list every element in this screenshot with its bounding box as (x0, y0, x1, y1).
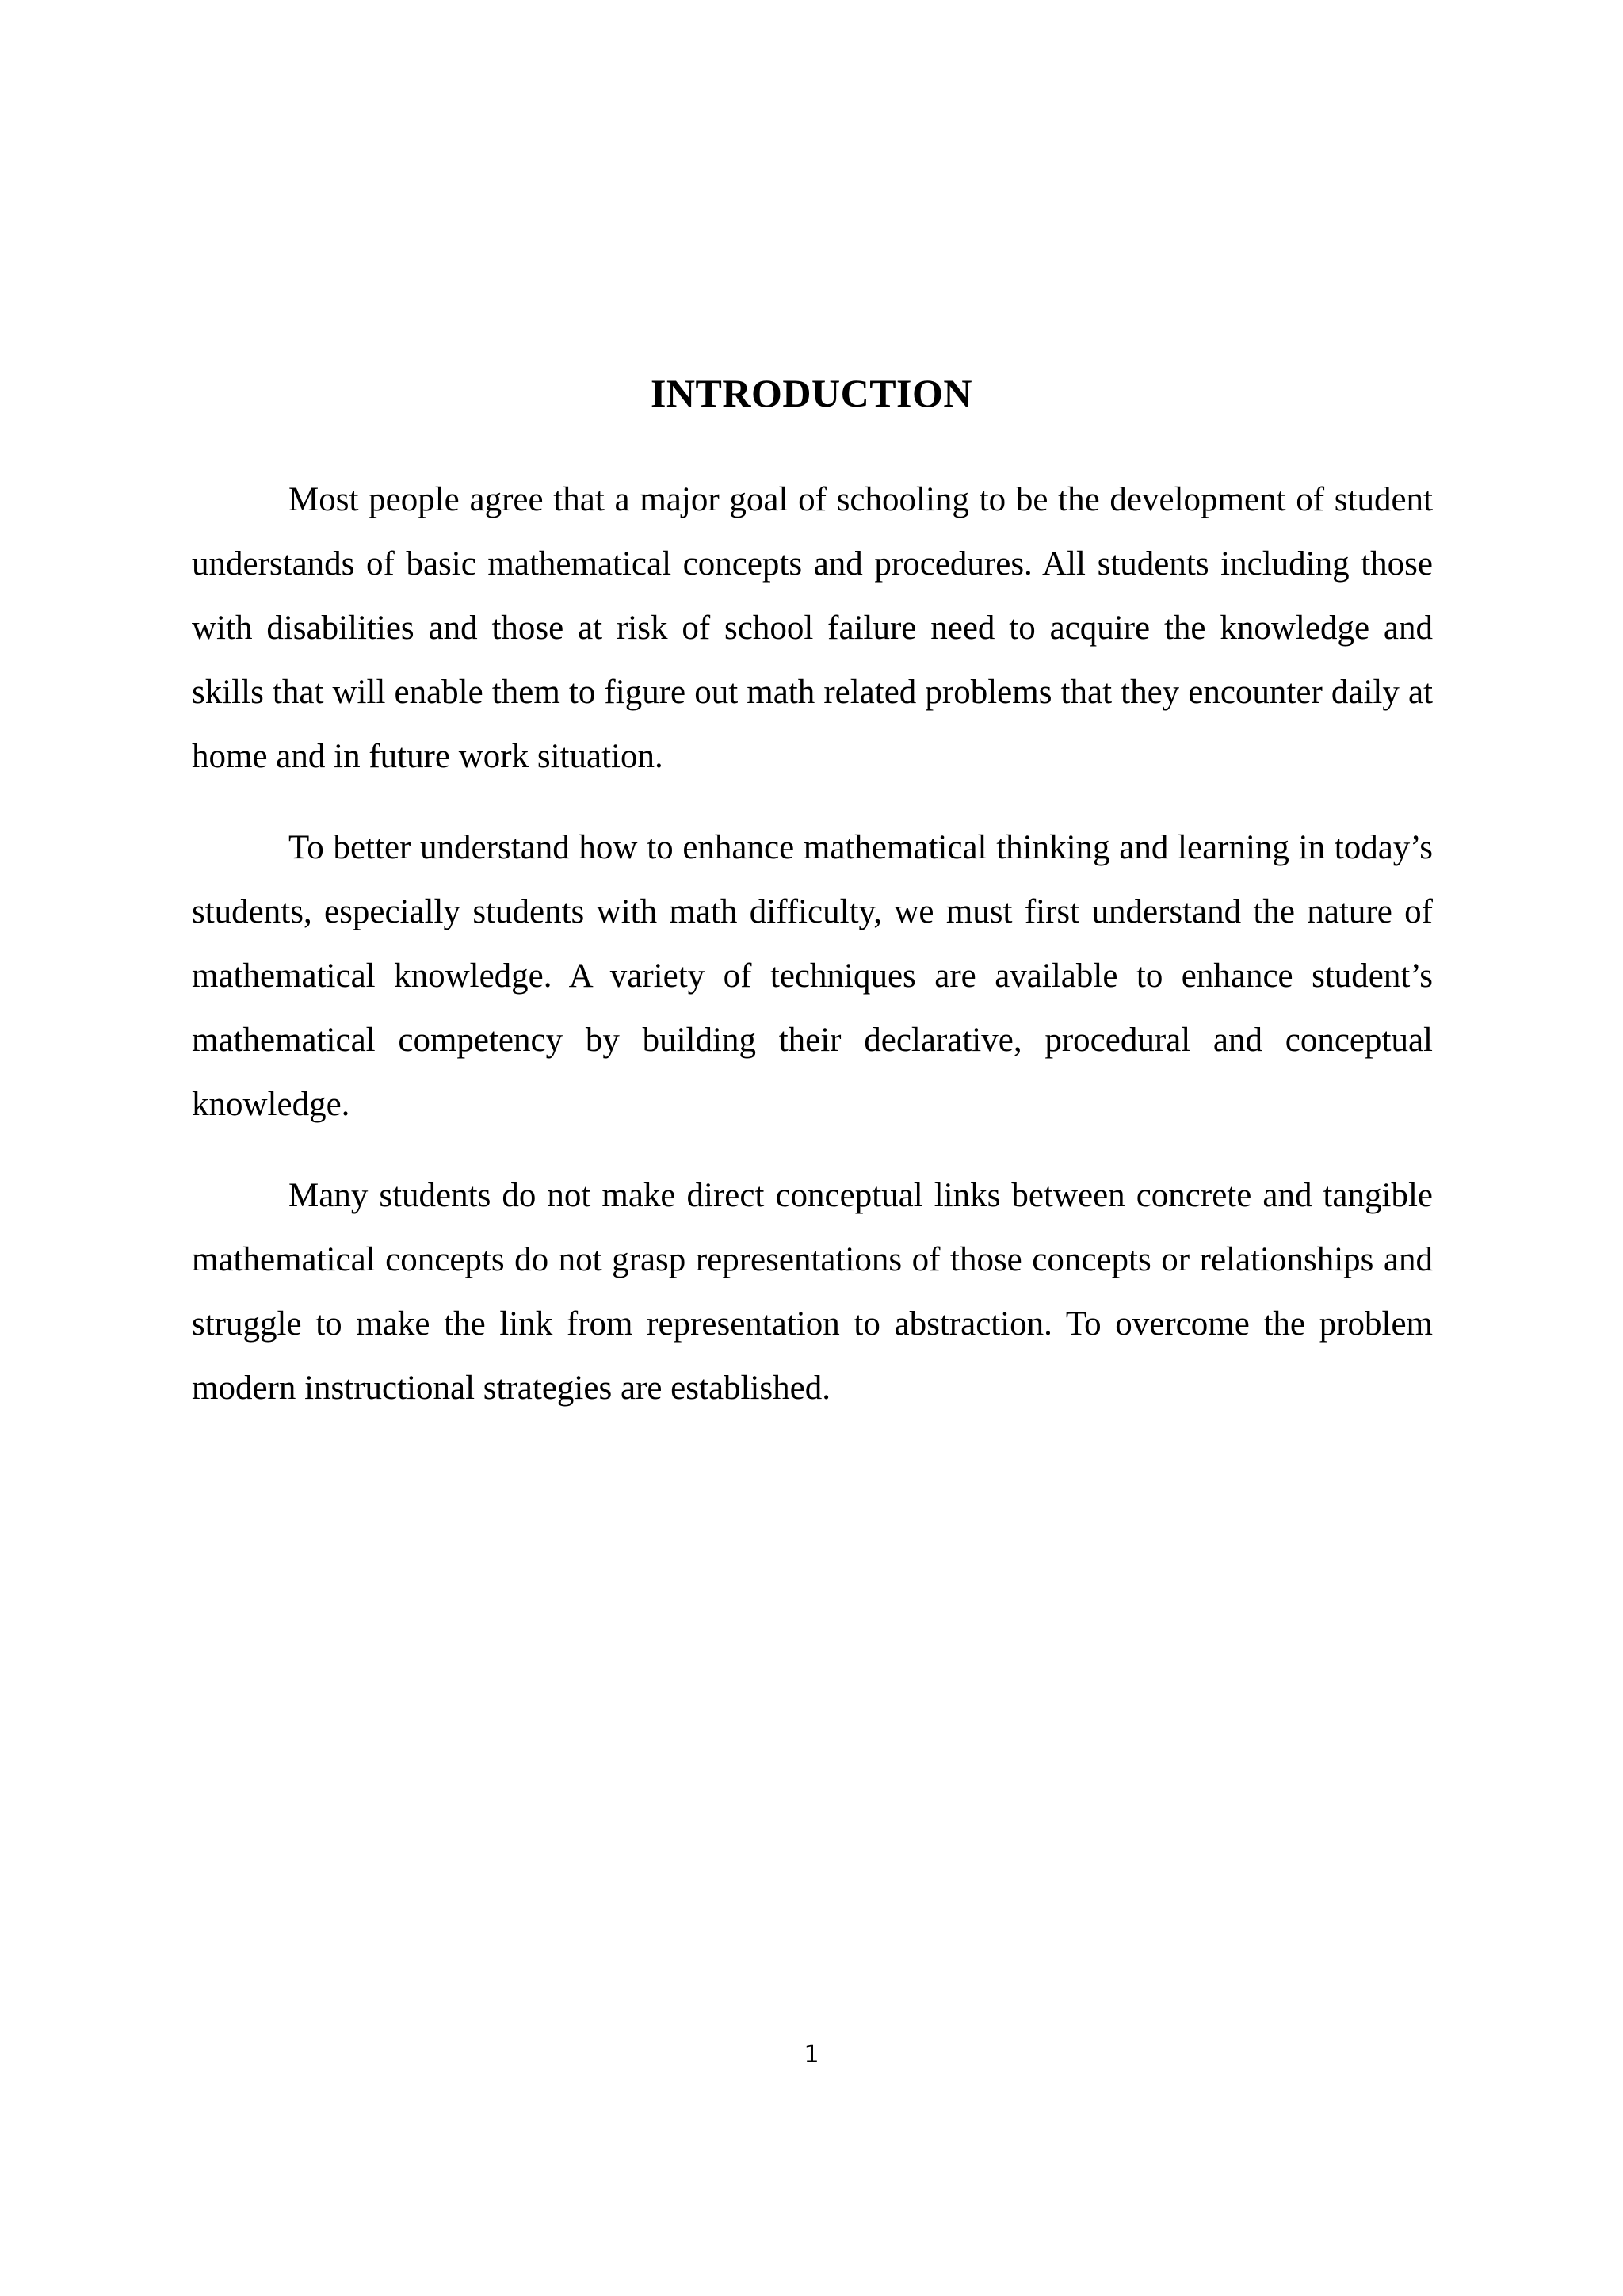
paragraph-2: To better understand how to enhance mathematical thinking and learning in today’s students, especially students with math difficulty, we must first understand the nature of mathematical knowledge. A variety of techniques are available to enhance student’s mathematical competency by building their declarative, procedural and conceptual knowledge. (192, 829, 1433, 1123)
section-heading: INTRODUCTION (650, 371, 973, 415)
body-text (192, 468, 1433, 1447)
paragraph-3: Many students do not make direct conceptual links between concrete and tangible mathematical concepts do not grasp representations of those concepts or relationships and struggle to make the link from representation to abstraction. To overcome the problem modern instructional strategies are established. (192, 1177, 1433, 1407)
paragraph-1: Most people agree that a major goal of schooling to be the development of student understands of basic mathematical concepts and procedures. All students including those with disabilities and those at risk of school failure need to acquire the knowledge and skills that will enable them to figure out math related problems that they encounter daily at home and in future work situation. (192, 481, 1433, 775)
page-number: 1 (804, 2041, 819, 2069)
